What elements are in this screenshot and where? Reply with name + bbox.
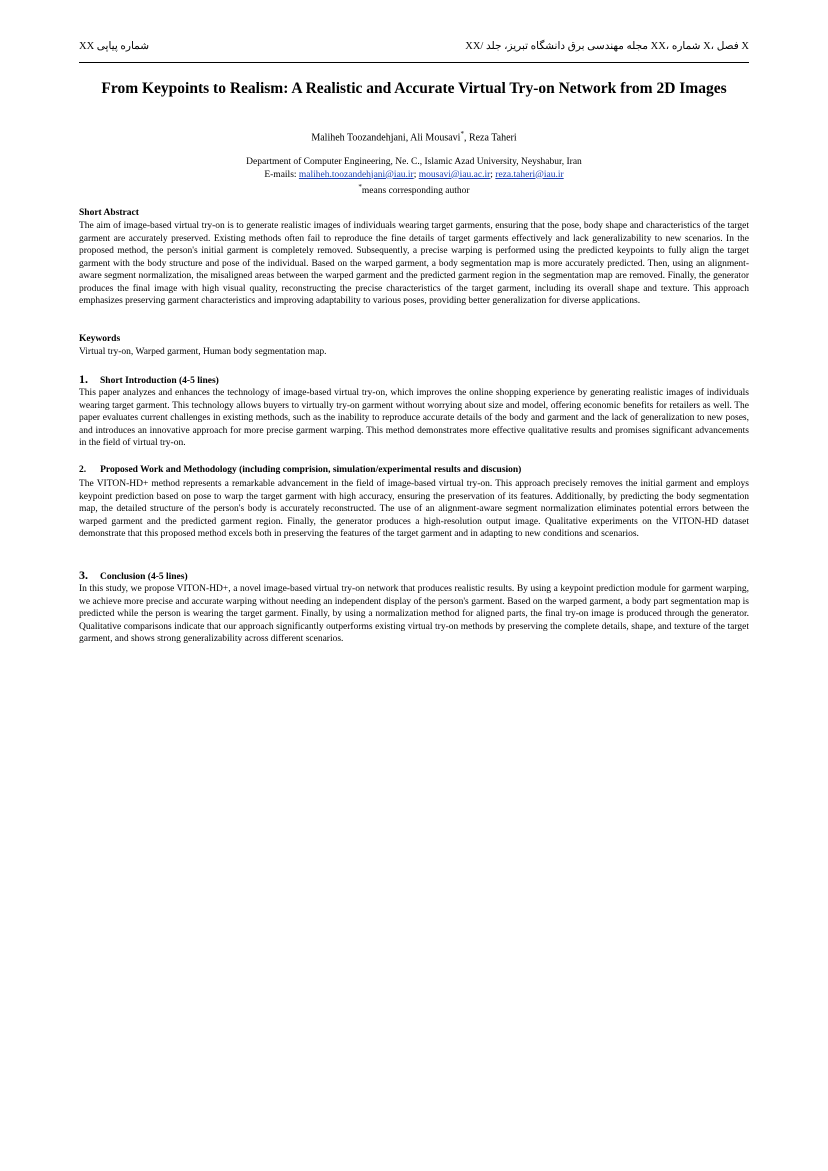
section-2-text: The VITON-HD+ method represents a remarkable advancement in the field of image-based virtual try-on. This approach precisely removes the initial garment and employs keypoint prediction based on pose to warp the target garment with high accuracy, ensuring the preservation of its features. Additionally, by predicting the body segmentation map, the detailed structure of the person's body is accurately reconstructed. The use of an alignment-aware segment normalization eliminates potential errors between the warped garment and the predicted garment region. Finally, the generator produces a high-resolution output image. Qualitative experiments on the VITON-HD dataset demonstrate that this proposed method excels both in preserving the features of the target garment and in adapting to new conditions and scenarios. [79,479,749,539]
email-line [79,169,749,182]
email-prefix: E-mails: [264,169,299,180]
email-separator: ; [413,169,419,180]
abstract-heading: Short Abstract [79,208,139,218]
section-2-title: Proposed Work and Methodology (including comprision, simulation/experimental results and discusion) [100,465,522,475]
section-1-text: This paper analyzes and enhances the technology of image-based virtual try-on, which improves the online shopping experience by generating realistic images of individuals wearing target garment. This technology allows buyers to virtually try-on garment without worrying about size and model, offering economic benefits for retailers as well. The paper evaluates current challenges in existing methods, such as the inability to reproduce accurate details of the body and garment and the lack of generalization to new poses, and introduces an innovative approach for more precise garment warping. This method demonstrates more effective qualitative results and promises significant advancements in the field of virtual try-on. [79,388,749,448]
note-text: means corresponding author [361,186,470,197]
section-3-title: Conclusion (4-5 lines) [100,572,188,582]
abstract-text: The aim of image-based virtual try-on is to generate realistic images of individuals wearing target garments, ensuring that the pose, body shape and characteristics of the target garment are accurately preserved. Existing methods often fail to reproduce the fine details of target garments effectively and lack generalizability to new scenarios. In the proposed method, the person's initial garment is completely removed. Subsequently, a precise warping is performed using the predicted keypoints to fully align the target garment with the body structure and pose of the individual. Based on the warped garment, a body segmentation map is more accurately predicted. Then, using an alignment-aware segment normalization, the misaligned areas between the warped garment and the predicted garment region in the segmentation map are removed. Finally, the generator produces the final image with high visual quality, reconstructing the precise characteristics of the target garment, including its overall shape and texture. This approach emphasizes preserving garment characteristics and improving adaptability to various poses, providing better generalization for diverse applications. [79,221,749,306]
section-1-number: 1. [79,372,88,386]
header-journal-info: XX/ مجله مهندسی برق دانشگاه تبریز، جلد XX، شماره X، فصل X [465,41,749,52]
affiliation-block [79,156,749,198]
keywords-heading: Keywords [79,334,121,344]
section-2-number: 2. [79,465,87,475]
authors-text-b: , Reza Taheri [463,132,517,144]
header-issue-number: XX شماره پیاپی [79,41,150,52]
section-2-heading [79,465,521,475]
section-1-heading [79,372,219,387]
email-link-3[interactable]: reza.taheri@iau.ir [495,169,564,180]
header-divider [79,62,749,63]
affiliation: Department of Computer Engineering, Ne. C., Islamic Azad University, Neyshabur, Iran [246,157,582,167]
email-separator: ; [490,169,496,180]
corresponding-mark: * [460,130,464,138]
corresponding-author-note [79,181,749,198]
section-3-text: In this study, we propose VITON-HD+, a novel image-based virtual try-on network that produces realistic results. By using a keypoint prediction module for garment warping, we achieve more precise and accurate warping without needing an independent display of the person's garment. Based on the warped garment, a body part segmentation map is predicted while the person is wearing the target garment. Finally, by using a normalization method for aligned parts, the final try-on image is produced through the generator. Qualitative comparisons indicate that our approach significantly outperforms existing virtual try-on methods by preserving the complete details, shape, and texture of the target garment, and shows strong generalizability across different scenarios. [79,584,749,644]
paper-title: From Keypoints to Realism: A Realistic and Accurate Virtual Try-on Network from 2D Images [101,80,727,97]
author-list [79,130,749,143]
authors-text-a: Maliheh Toozandehjani, Ali Mousavi [311,132,461,144]
section-3-number: 3. [79,568,88,582]
running-header [79,40,749,56]
note-mark: * [358,183,362,191]
section-3-heading [79,568,188,583]
email-link-2[interactable]: mousavi@iau.ac.ir [418,169,491,180]
section-1-title: Short Introduction (4-5 lines) [100,376,219,386]
keywords-text: Virtual try-on, Warped garment, Human body segmentation map. [79,347,327,357]
email-link-1[interactable]: maliheh.toozandehjani@iau.ir [298,169,414,180]
